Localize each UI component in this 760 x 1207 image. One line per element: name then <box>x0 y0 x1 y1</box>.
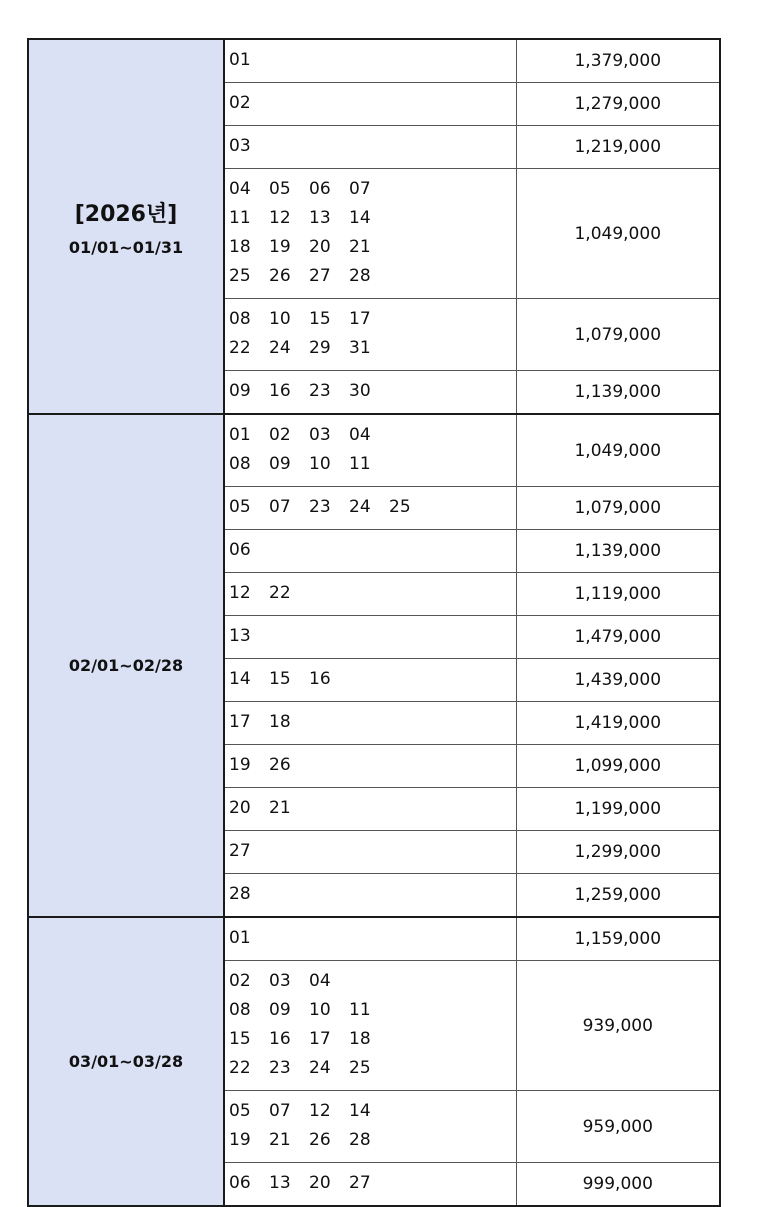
days-cell <box>224 1163 516 1207</box>
days-line <box>229 334 516 363</box>
day-number: 24 <box>309 1058 331 1078</box>
day-number: 24 <box>349 497 371 517</box>
day-number: 24 <box>269 338 291 358</box>
days-line <box>229 233 516 262</box>
days-cell <box>224 573 516 616</box>
day-number: 04 <box>309 971 331 991</box>
days-cell <box>224 126 516 169</box>
day-number: 20 <box>229 798 251 818</box>
day-number: 26 <box>269 755 291 775</box>
day-number: 03 <box>229 136 251 156</box>
day-number: 18 <box>229 237 251 257</box>
days-cell <box>224 961 516 1091</box>
days-cell <box>224 1091 516 1163</box>
days-cell <box>224 831 516 874</box>
day-number: 08 <box>229 454 251 474</box>
price-cell: 959,000 <box>516 1091 720 1163</box>
price-row <box>28 39 720 83</box>
price-cell: 1,049,000 <box>516 169 720 299</box>
day-number: 07 <box>349 179 371 199</box>
day-number: 14 <box>349 208 371 228</box>
day-number: 05 <box>229 497 251 517</box>
day-number: 13 <box>309 208 331 228</box>
day-number: 13 <box>269 1173 291 1193</box>
price-table-body <box>28 39 720 1206</box>
day-number: 26 <box>269 266 291 286</box>
days-line <box>229 1097 516 1126</box>
day-number: 16 <box>269 381 291 401</box>
day-number: 31 <box>349 338 371 358</box>
price-table <box>27 38 721 1207</box>
day-number: 17 <box>309 1029 331 1049</box>
price-cell: 1,159,000 <box>516 917 720 961</box>
day-number: 22 <box>269 583 291 603</box>
days-cell <box>224 659 516 702</box>
days-line <box>229 1169 516 1198</box>
days-line <box>229 377 516 406</box>
day-number: 09 <box>269 454 291 474</box>
price-row <box>28 414 720 487</box>
days-line <box>229 536 516 565</box>
day-number: 18 <box>349 1029 371 1049</box>
day-number: 12 <box>309 1101 331 1121</box>
day-number: 01 <box>229 928 251 948</box>
days-cell <box>224 616 516 659</box>
day-number: 18 <box>269 712 291 732</box>
days-cell <box>224 530 516 573</box>
days-cell <box>224 917 516 961</box>
day-number: 03 <box>309 425 331 445</box>
days-line <box>229 794 516 823</box>
price-cell: 1,299,000 <box>516 831 720 874</box>
price-cell: 1,099,000 <box>516 745 720 788</box>
price-cell: 1,139,000 <box>516 371 720 415</box>
days-line <box>229 1054 516 1083</box>
days-line <box>229 579 516 608</box>
day-number: 17 <box>229 712 251 732</box>
day-number: 02 <box>229 971 251 991</box>
day-number: 27 <box>229 841 251 861</box>
days-line <box>229 175 516 204</box>
price-cell: 1,119,000 <box>516 573 720 616</box>
days-cell <box>224 745 516 788</box>
day-number: 09 <box>229 381 251 401</box>
day-number: 26 <box>309 1130 331 1150</box>
day-number: 01 <box>229 425 251 445</box>
price-cell: 1,259,000 <box>516 874 720 918</box>
price-cell: 1,279,000 <box>516 83 720 126</box>
days-line <box>229 450 516 479</box>
day-number: 27 <box>309 266 331 286</box>
day-number: 30 <box>349 381 371 401</box>
day-number: 09 <box>269 1000 291 1020</box>
days-line <box>229 967 516 996</box>
days-cell <box>224 83 516 126</box>
days-line <box>229 1025 516 1054</box>
day-number: 14 <box>349 1101 371 1121</box>
day-number: 16 <box>269 1029 291 1049</box>
price-cell: 939,000 <box>516 961 720 1091</box>
days-cell <box>224 169 516 299</box>
days-line <box>229 204 516 233</box>
day-number: 21 <box>269 1130 291 1150</box>
day-number: 02 <box>229 93 251 113</box>
days-line <box>229 421 516 450</box>
days-line <box>229 708 516 737</box>
day-number: 23 <box>309 497 331 517</box>
day-number: 17 <box>349 309 371 329</box>
day-number: 15 <box>309 309 331 329</box>
days-line <box>229 924 516 953</box>
day-number: 22 <box>229 338 251 358</box>
day-number: 08 <box>229 1000 251 1020</box>
day-number: 12 <box>229 583 251 603</box>
price-cell: 1,479,000 <box>516 616 720 659</box>
day-number: 04 <box>349 425 371 445</box>
price-cell: 1,049,000 <box>516 414 720 487</box>
day-number: 06 <box>229 540 251 560</box>
day-number: 21 <box>269 798 291 818</box>
day-number: 28 <box>229 884 251 904</box>
day-number: 16 <box>309 669 331 689</box>
day-number: 11 <box>229 208 251 228</box>
price-cell: 1,139,000 <box>516 530 720 573</box>
day-number: 25 <box>389 497 411 517</box>
day-number: 20 <box>309 237 331 257</box>
days-line <box>229 622 516 651</box>
day-number: 07 <box>269 497 291 517</box>
days-cell <box>224 702 516 745</box>
day-number: 19 <box>269 237 291 257</box>
price-cell: 1,379,000 <box>516 39 720 83</box>
day-number: 07 <box>269 1101 291 1121</box>
day-number: 22 <box>229 1058 251 1078</box>
day-number: 29 <box>309 338 331 358</box>
day-number: 28 <box>349 266 371 286</box>
day-number: 19 <box>229 755 251 775</box>
day-number: 21 <box>349 237 371 257</box>
days-line <box>229 132 516 161</box>
days-line <box>229 493 516 522</box>
days-line <box>229 665 516 694</box>
day-number: 08 <box>229 309 251 329</box>
period-range: 02/01~02/28 <box>68 656 184 675</box>
price-cell: 1,079,000 <box>516 299 720 371</box>
day-number: 23 <box>269 1058 291 1078</box>
days-line <box>229 751 516 780</box>
day-number: 15 <box>229 1029 251 1049</box>
days-line <box>229 305 516 334</box>
period-cell <box>28 414 224 917</box>
days-cell <box>224 874 516 918</box>
day-number: 12 <box>269 208 291 228</box>
price-cell: 1,079,000 <box>516 487 720 530</box>
day-number: 06 <box>229 1173 251 1193</box>
day-number: 10 <box>309 1000 331 1020</box>
day-number: 02 <box>269 425 291 445</box>
price-cell: 1,419,000 <box>516 702 720 745</box>
day-number: 20 <box>309 1173 331 1193</box>
day-number: 11 <box>349 454 371 474</box>
days-cell <box>224 299 516 371</box>
day-number: 06 <box>309 179 331 199</box>
day-number: 10 <box>309 454 331 474</box>
day-number: 23 <box>309 381 331 401</box>
days-cell <box>224 788 516 831</box>
days-cell <box>224 39 516 83</box>
price-cell: 1,219,000 <box>516 126 720 169</box>
days-line <box>229 1126 516 1155</box>
day-number: 27 <box>349 1173 371 1193</box>
day-number: 03 <box>269 971 291 991</box>
days-cell <box>224 487 516 530</box>
day-number: 14 <box>229 669 251 689</box>
day-number: 25 <box>349 1058 371 1078</box>
day-number: 05 <box>229 1101 251 1121</box>
days-line <box>229 262 516 291</box>
day-number: 28 <box>349 1130 371 1150</box>
price-cell: 999,000 <box>516 1163 720 1207</box>
days-line <box>229 880 516 909</box>
period-cell <box>28 917 224 1206</box>
period-range: 01/01~01/31 <box>68 237 184 257</box>
days-line <box>229 837 516 866</box>
price-cell: 1,199,000 <box>516 788 720 831</box>
days-line <box>229 89 516 118</box>
days-line <box>229 46 516 75</box>
day-number: 19 <box>229 1130 251 1150</box>
days-line <box>229 996 516 1025</box>
day-number: 01 <box>229 50 251 70</box>
price-row <box>28 917 720 961</box>
year-label: [2026년] <box>74 201 178 227</box>
period-range: 03/01~03/28 <box>68 1052 184 1071</box>
day-number: 25 <box>229 266 251 286</box>
days-cell <box>224 414 516 487</box>
days-cell <box>224 371 516 415</box>
day-number: 05 <box>269 179 291 199</box>
day-number: 04 <box>229 179 251 199</box>
day-number: 13 <box>229 626 251 646</box>
day-number: 15 <box>269 669 291 689</box>
day-number: 10 <box>269 309 291 329</box>
price-cell: 1,439,000 <box>516 659 720 702</box>
period-cell <box>28 39 224 414</box>
day-number: 11 <box>349 1000 371 1020</box>
